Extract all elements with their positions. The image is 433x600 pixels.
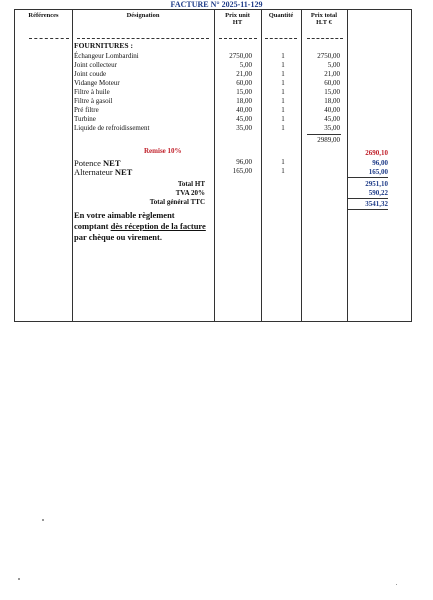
header-references: Références [28, 12, 59, 19]
item-unit-price: 60,00 [236, 79, 252, 87]
net-item-unit-price: 96,00 [236, 158, 252, 166]
grand-total-label: Total général TTC [149, 198, 205, 206]
item-total: 21,00 [324, 70, 340, 78]
net-item-total: 96,00 [372, 159, 388, 167]
scan-speck [18, 578, 20, 580]
item-unit-price: 2750,00 [229, 52, 252, 60]
column-divider [261, 10, 262, 321]
item-total: 40,00 [324, 106, 340, 114]
item-unit-price: 40,00 [236, 106, 252, 114]
header-separator [29, 38, 69, 39]
item-label: Turbine [74, 115, 96, 123]
grand-total-value: 3541,32 [365, 200, 388, 208]
header-total-price: Prix total H.T € [310, 12, 338, 26]
item-label: Joint collecteur [74, 61, 117, 69]
item-total: 60,00 [324, 79, 340, 87]
header-separator [77, 38, 209, 39]
item-total: 18,00 [324, 97, 340, 105]
discount-value: 2690,10 [365, 149, 388, 157]
item-label: Échangeur Lombardini [74, 52, 139, 60]
item-label: Pré filtre [74, 106, 99, 114]
item-label: Filtre à huile [74, 88, 110, 96]
header-separator [219, 38, 257, 39]
header-separator [265, 38, 297, 39]
scan-speck [42, 519, 44, 521]
section-heading: FOURNITURES : [74, 41, 133, 50]
invoice-title: FACTURE N° 2025-11-129 [170, 0, 263, 9]
column-divider [214, 10, 215, 321]
item-quantity: 1 [281, 97, 285, 105]
column-divider [301, 10, 302, 321]
discount-label: Remise 10% [144, 147, 182, 155]
header-quantity: Quantité [268, 12, 294, 19]
item-total: 2750,00 [317, 52, 340, 60]
tva-label: TVA 20% [175, 189, 205, 197]
item-label: Vidange Moteur [74, 79, 120, 87]
item-quantity: 1 [281, 79, 285, 87]
header-separator [307, 38, 343, 39]
column-divider [72, 10, 73, 321]
net-item-quantity: 1 [281, 158, 285, 166]
item-total: 15,00 [324, 88, 340, 96]
net-item-total: 165,00 [368, 168, 388, 176]
item-label: Filtre à gasoil [74, 97, 113, 105]
total-ht-label: Total HT [177, 180, 205, 188]
item-unit-price: 35,00 [236, 124, 252, 132]
item-quantity: 1 [281, 70, 285, 78]
item-unit-price: 21,00 [236, 70, 252, 78]
item-unit-price: 45,00 [236, 115, 252, 123]
net-item-label: Potence NET [74, 158, 121, 168]
item-label: Liquide de refroidissement [74, 124, 150, 132]
item-quantity: 1 [281, 115, 285, 123]
item-label: Joint coude [74, 70, 107, 78]
item-total: 45,00 [324, 115, 340, 123]
item-total: 35,00 [324, 124, 340, 132]
header-designation: Désignation [126, 12, 160, 19]
item-unit-price: 18,00 [236, 97, 252, 105]
net-item-label: Alternateur NET [74, 167, 133, 177]
item-unit-price: 5,00 [239, 61, 252, 69]
item-quantity: 1 [281, 106, 285, 114]
subtotal-rule [307, 134, 341, 135]
header-unit-price: Prix unit HT [225, 12, 250, 26]
totals-rule [348, 177, 388, 178]
grand-total-rule [348, 198, 388, 199]
item-unit-price: 15,00 [236, 88, 252, 96]
tva-value: 590,22 [368, 189, 388, 197]
item-quantity: 1 [281, 52, 285, 60]
item-quantity: 1 [281, 88, 285, 96]
scan-speck [396, 584, 397, 585]
subtotal-value: 2989,00 [317, 136, 340, 144]
payment-note: En votre aimable règlement comptant dès réception de la facture par chèque ou virement. [74, 210, 206, 242]
grand-total-underline [348, 209, 388, 210]
item-quantity: 1 [281, 61, 285, 69]
item-quantity: 1 [281, 124, 285, 132]
net-item-quantity: 1 [281, 167, 285, 175]
item-total: 5,00 [327, 61, 340, 69]
total-ht-value: 2951,10 [365, 180, 388, 188]
net-item-unit-price: 165,00 [232, 167, 252, 175]
